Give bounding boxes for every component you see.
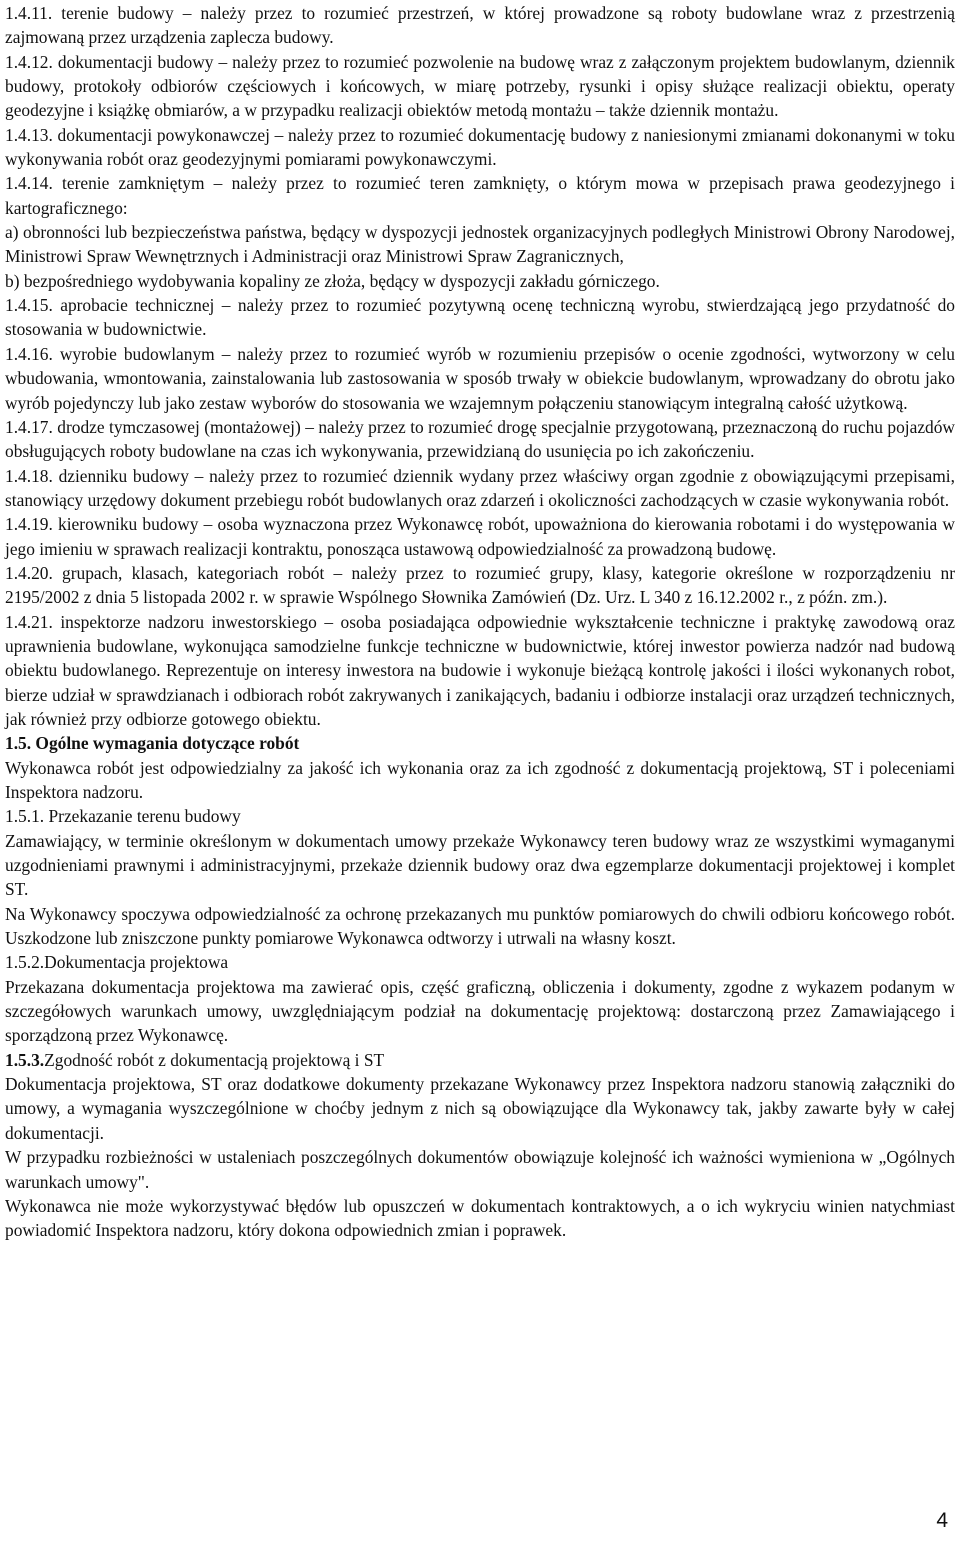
definition-1-4-11: 1.4.11. terenie budowy – należy przez to rozumieć przestrzeń, w której prowadzone są roboty budowlane wraz z przestrzenią zajmowaną przez urządzenia zaplecza budowy. bbox=[5, 3, 955, 48]
subsection-number-1-5-3: 1.5.3. bbox=[5, 1049, 45, 1070]
subsection-title-1-5-1: 1.5.1. Przekazanie terenu budowy bbox=[5, 806, 241, 827]
definition-1-4-21: 1.4.21. inspektorze nadzoru inwestorskiego – osoba posiadająca odpowiednie wykształcenie techniczne i praktykę zawodową oraz uprawnienia budowlane, wykonująca samodzielne funkcje techniczne w budownictwie, której inwestor powierza nadzór nad budową obiektu budowlanego. Reprezentuje on interesy inwestora na budowie i wykonuje bieżącą kontrolę jakości i ilości wykonanych robot, bierze udział w sprawdzianach i odbiorach robót zakrywanych i zanikających, badaniu i odbiorze instalacji oraz urządzeń technicznych, jak również przy odbiorze gotowego obiektu. bbox=[5, 611, 955, 729]
subsection-text-1-5-3: Zgodność robót z dokumentacją projektową i ST bbox=[44, 1049, 385, 1070]
definition-1-4-19: 1.4.19. kierowniku budowy – osoba wyznaczona przez Wykonawcę robót, upoważniona do kierowania robotami i do występowania w jego imieniu w sprawach realizacji kontraktu, ponosząca ustawową odpowiedzialność za prowadzoną budowę. bbox=[5, 514, 955, 559]
definition-1-4-14-item-b: b) bezpośredniego wydobywania kopaliny ze złoża, będący w dyspozycji zakładu górniczego. bbox=[5, 270, 660, 291]
subsection-title-1-5-2: 1.5.2.Dokumentacja projektowa bbox=[5, 952, 229, 973]
paragraph-1-5-1-a: Zamawiający, w terminie określonym w dokumentach umowy przekaże Wykonawcy teren budowy wraz ze wszystkimi wymaganymi uzgodnieniami prawnymi i administracyjnymi, przekaże dziennik budowy oraz dwa egzemplarze dokumentacji projektowej i komplet ST. bbox=[5, 830, 955, 900]
definition-1-4-20: 1.4.20. grupach, klasach, kategoriach robót – należy przez to rozumieć grupy, klasy, kategorie określone w rozporządzeniu nr 2195/2002 z dnia 5 listopada 2002 r. w sprawie Wspólnego Słownika Zamówień (Dz. Urz. L 340 z 16.12.2002 r., z późn. zm.). bbox=[5, 562, 955, 608]
paragraph-1-5-1-b: Na Wykonawcy spoczywa odpowiedzialność za ochronę przekazanych mu punktów pomiarowych do chwili odbioru końcowego robót. Uszkodzone lub zniszczone punkty pomiarowe Wykonawca odtworzy i utrwali na własny koszt. bbox=[5, 903, 955, 949]
definition-1-4-15: 1.4.15. aprobacie technicznej – należy przez to rozumieć pozytywną ocenę techniczną wyrobu, stwierdzającą jego przydatność do stosowania w budownictwie. bbox=[5, 295, 955, 340]
definition-1-4-18: 1.4.18. dzienniku budowy – należy przez to rozumieć dziennik wydany przez właściwy organ zgodnie z obowiązującymi przepisami, stanowiący urzędowy dokument przebiegu robót budowlanych oraz zdarzeń i okoliczności zachodzących w czasie wykonywania robót. bbox=[5, 465, 955, 510]
paragraph-1-5-3-b: W przypadku rozbieżności w ustaleniach poszczególnych dokumentów obowiązuje kolejność ich ważności wymieniona w „Ogólnych warunkach umowy". bbox=[5, 1147, 955, 1192]
page-number: 4 bbox=[936, 1509, 948, 1532]
definition-1-4-16: 1.4.16. wyrobie budowlanym – należy przez to rozumieć wyrób w rozumieniu przepisów o ocenie zgodności, wytworzony w celu wbudowania, wmontowania, zainstalowania lub zastosowania w sposób trwały w obiekcie budowlanym, wprowadzany do obrotu jako wyrób pojedynczy lub jako zestaw wyborów do stosowania we wzajemnym połączeniu stanowiącym integralną całość użytkową. bbox=[5, 343, 955, 413]
definition-1-4-12: 1.4.12. dokumentacji budowy – należy przez to rozumieć pozwolenie na budowę wraz z załączonym projektem budowlanym, dziennik budowy, protokoły odbiorów częściowych i końcowych, w miarę potrzeby, rysunki i opisy służące realizacji obiektu, operaty geodezyjne i książkę obmiarów, a w przypadku realizacji obiektów metodą montażu – także dziennik montażu. bbox=[5, 51, 955, 121]
paragraph-1-5-3-c: Wykonawca nie może wykorzystywać błędów lub opuszczeń w dokumentach kontraktowych, a o ich wykryciu winien natychmiast powiadomić Inspektora nadzoru, który dokona odpowiednich zmian i poprawek. bbox=[5, 1195, 955, 1241]
definition-1-4-13: 1.4.13. dokumentacji powykonawczej – należy przez to rozumieć dokumentację budowy z naniesionymi zmianami dokonanymi w toku wykonywania robót oraz geodezyjnymi pomiarami powykonawczymi. bbox=[5, 124, 955, 170]
paragraph-1-5-3-a: Dokumentacja projektowa, ST oraz dodatkowe dokumenty przekazane Wykonawcy przez Inspektora nadzoru stanowią załączniki do umowy, a wymagania wyszczególnione w choćby jednym z nich są obowiązujące dla Wykonawcy tak, jakby zawarte były w całej dokumentacji. bbox=[5, 1074, 955, 1143]
section-heading-1-5: 1.5. Ogólne wymagania dotyczące robót bbox=[5, 733, 300, 754]
definition-1-4-17: 1.4.17. drodze tymczasowej (montażowej) – należy przez to rozumieć drogę specjalnie przygotowaną, przeznaczoną do ruchu pojazdów obsługujących roboty budowlane na czas ich wykonywania, przewidzianą do usunięcia po ich zakończeniu. bbox=[5, 416, 955, 462]
section-intro: Wykonawca robót jest odpowiedzialny za jakość ich wykonania oraz za ich zgodność z dokumentacją projektową, ST i poleceniami Inspektora nadzoru. bbox=[5, 757, 955, 802]
definition-1-4-14: 1.4.14. terenie zamkniętym – należy przez to rozumieć teren zamknięty, o którym mowa w przepisach prawa geodezyjnego i kartograficznego: bbox=[5, 173, 955, 218]
subsection-title-1-5-3 bbox=[5, 1048, 955, 1072]
definition-1-4-14-item-a: a) obronności lub bezpieczeństwa państwa, będący w dyspozycji jednostek organizacyjnych podległych Ministrowi Obrony Narodowej, Ministrowi Spraw Wewnętrznych i Administracji oraz Ministrowi Spraw Zagranicznych, bbox=[5, 222, 955, 267]
paragraph-1-5-2-a: Przekazana dokumentacja projektowa ma zawierać opis, część graficzną, obliczenia i dokumenty, zgodne z wykazem podanym w szczegółowych warunkach umowy, uwzględniającym podział na dokumentację projektową: dostarczoną przez Zamawiającego i sporządzoną przez Wykonawcę. bbox=[5, 976, 955, 1046]
